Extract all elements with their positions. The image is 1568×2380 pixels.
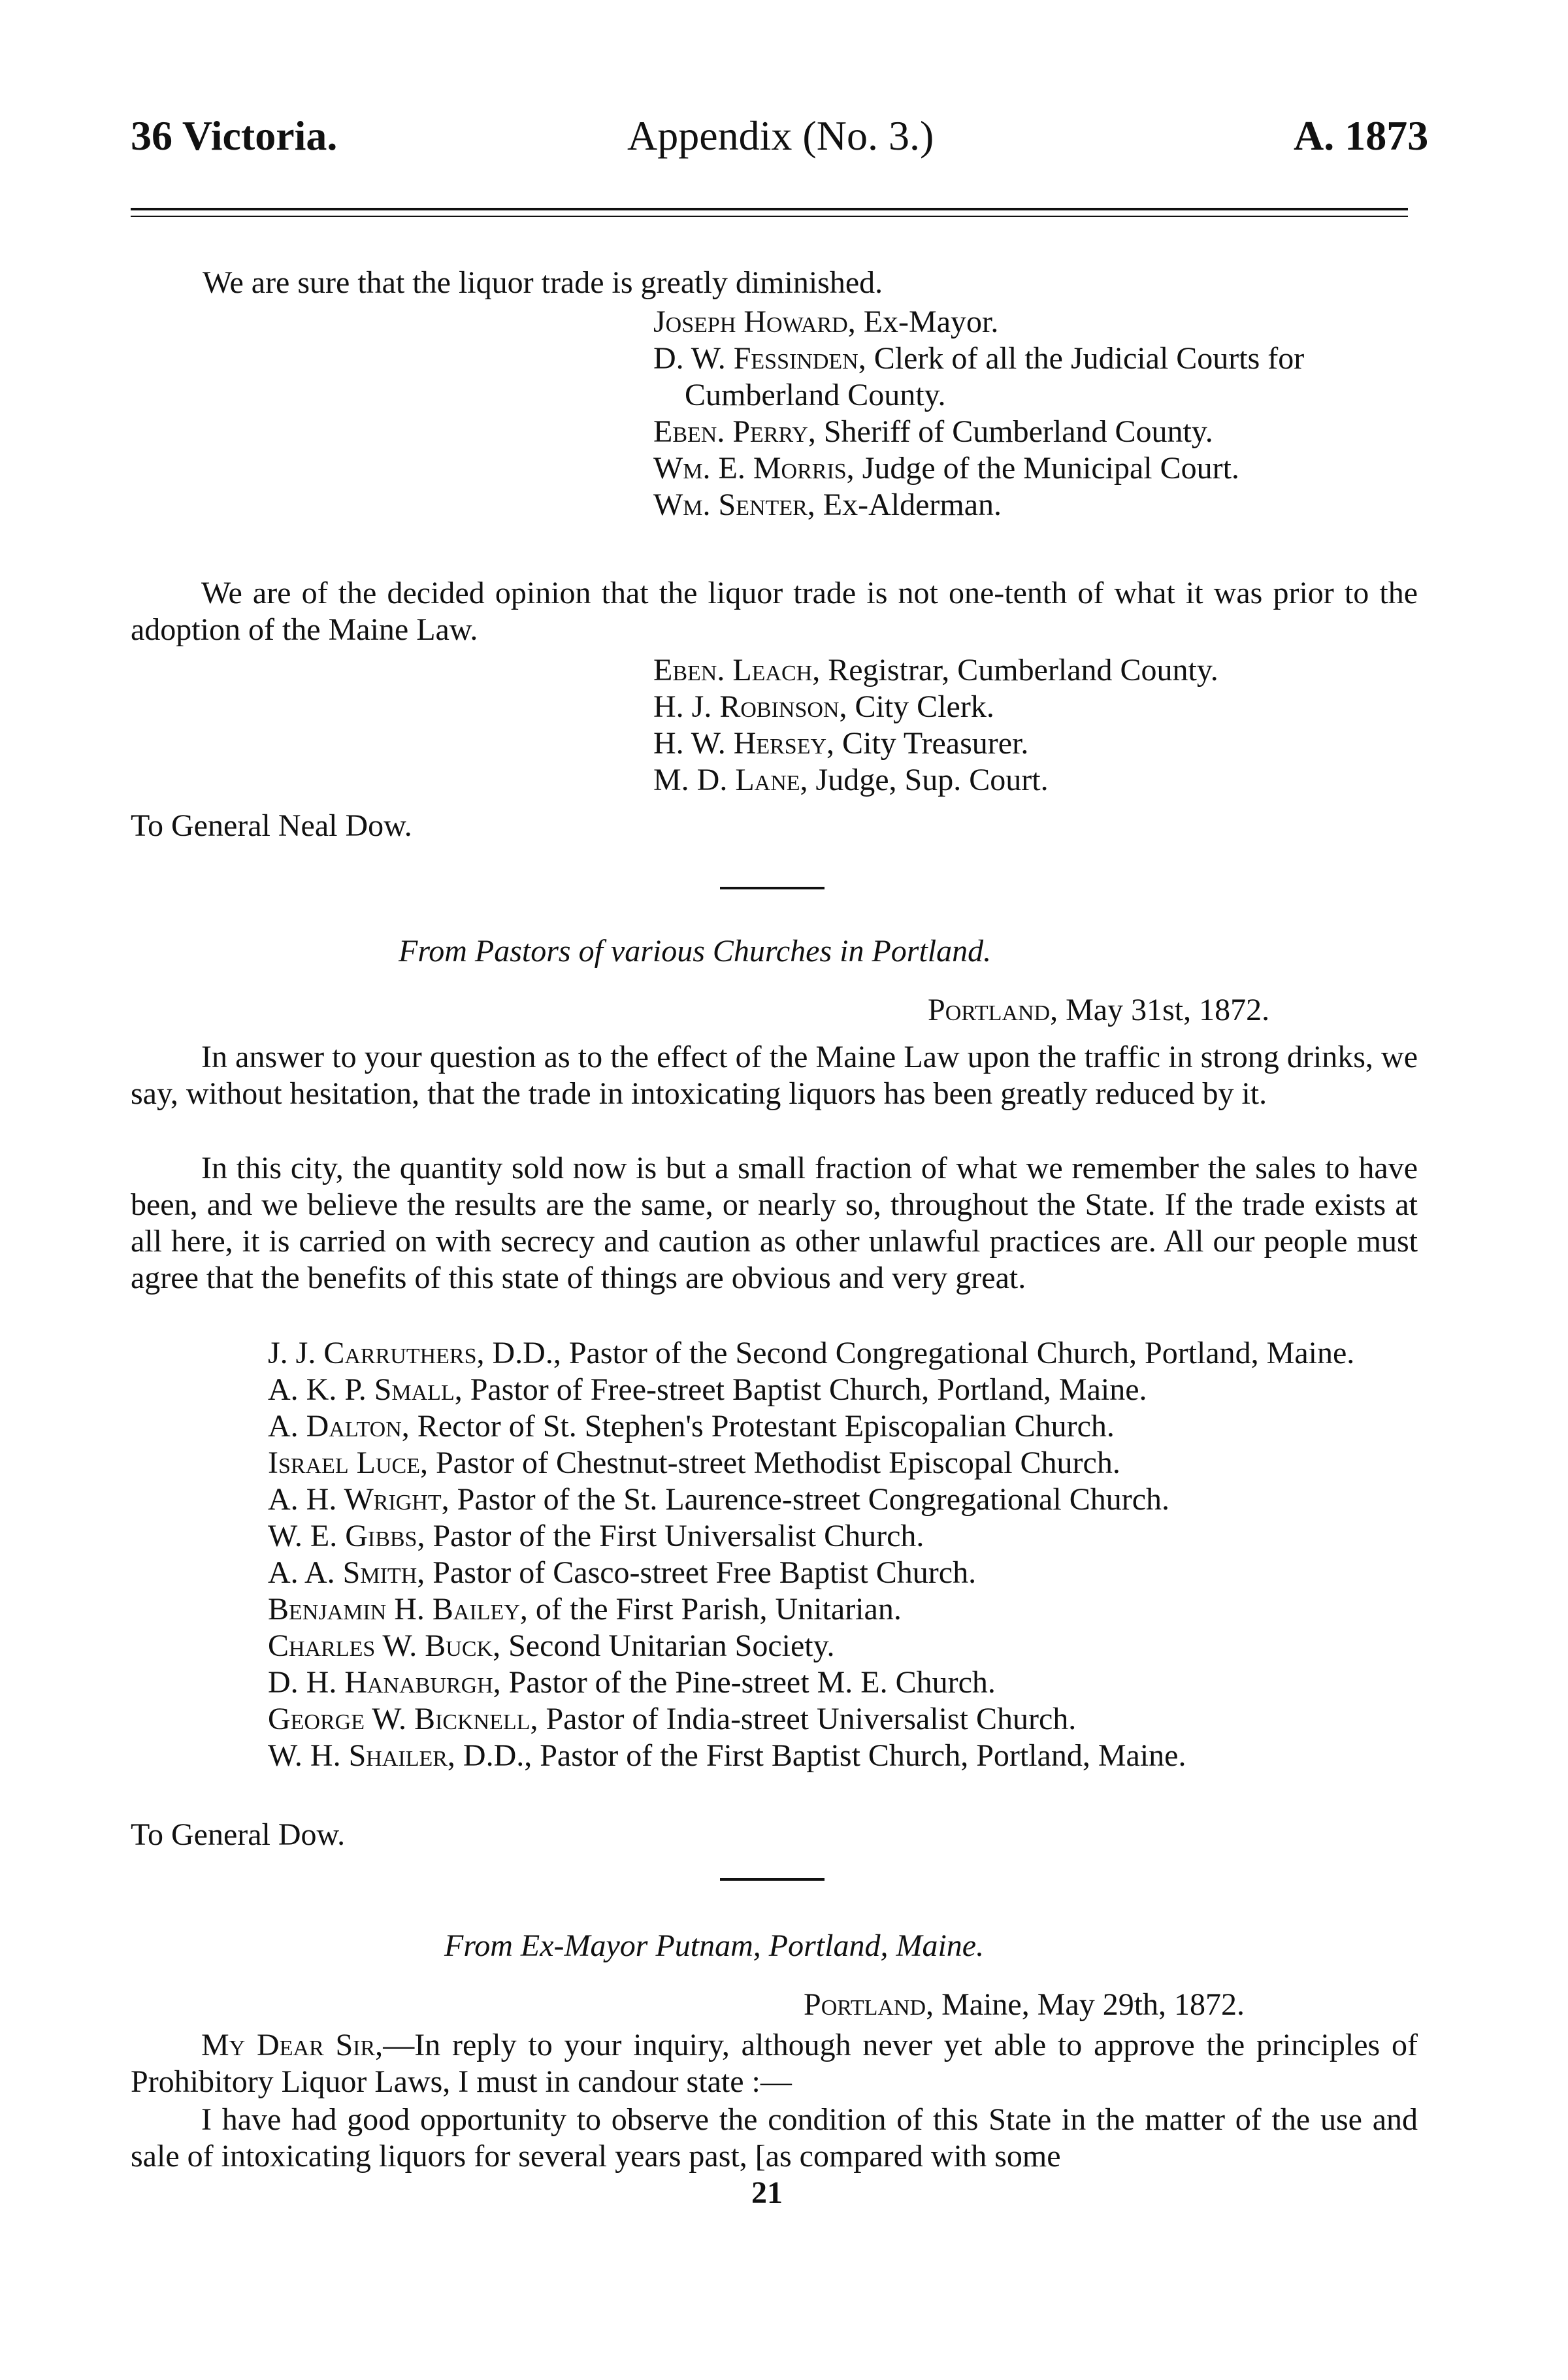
section2-paragraph-1: In answer to your question as to the effect of the Maine Law upon the traffic in strong drinks, we say, without hesitation, that the trade in intoxicating liquors has been greatly reduced by it. [131,1040,1418,1111]
signatory: Wm. Senter, Ex-Alderman. [653,488,1002,522]
signatory: J. J. Carruthers, D.D., Pastor of the Second Congregational Church, Portland, Maine. [268,1336,1355,1370]
signatory: H. J. Robinson, City Clerk. [653,689,994,724]
header-rule [131,208,1408,210]
header-appendix: Appendix (No. 3.) [627,112,934,159]
signatory: M. D. Lane, Judge, Sup. Court. [653,763,1049,797]
signatory: H. W. Hersey, City Treasurer. [653,726,1029,761]
section3-paragraph-2: I have had good opportunity to observe the condition of this State in the matter of the use and sale of intoxicating liquors for several years past, [as compared with some [131,2102,1418,2173]
signatory: Israel Luce, Pastor of Chestnut-street Methodist Episcopal Church. [268,1446,1120,1480]
block1-intro: We are sure that the liquor trade is greatly diminished. [203,265,883,300]
section2-addressee: To General Dow. [131,1817,346,1852]
signatory: Charles W. Buck, Second Unitarian Society. [268,1628,835,1663]
signatory: Benjamin H. Bailey, of the First Parish, Unitarian. [268,1592,902,1627]
section3-heading: From Ex-Mayor Putnam, Portland, Maine. [444,1928,985,1963]
section2-dateline: Portland, May 31st, 1872. [928,993,1270,1027]
section2-paragraph-2: In this city, the quantity sold now is but a small fraction of what we remember the sales to have been, and we believe the results are the same, or nearly so, throughout the State. If the trade exists at all here, it is carried on with secrecy and caution as other unlawful practices are. All our people must agree that the benefits of this state of things are obvious and very great. [131,1151,1418,1295]
signatory: A. A. Smith, Pastor of Casco-street Free Baptist Church. [268,1555,977,1590]
signatory: Eben. Leach, Registrar, Cumberland County. [653,653,1218,687]
block2-signatories [653,652,1218,799]
section-separator [720,887,825,889]
signatory: A. H. Wright, Pastor of the St. Laurence-street Congregational Church. [268,1482,1169,1517]
signatory: D. W. Fessinden, Clerk of all the Judicial Courts for Cumberland County. [653,341,1305,412]
section-separator [720,1878,825,1881]
header-session: 36 Victoria. [131,112,338,159]
section3-paragraph-1: My Dear Sir,—In reply to your inquiry, although never yet able to approve the principles of Prohibitory Liquor Laws, I must in candour state :— [131,2028,1418,2099]
signatory: W. H. Shailer, D.D., Pastor of the First Baptist Church, Portland, Maine. [268,1738,1186,1773]
block2-intro: We are of the decided opinion that the liquor trade is not one-tenth of what it was prior to the adoption of the Maine Law. [131,576,1418,647]
signatory: Eben. Perry, Sheriff of Cumberland County. [653,414,1213,449]
header-year: A. 1873 [1294,112,1429,159]
block2-addressee: To General Neal Dow. [131,808,412,843]
signatory: George W. Bicknell, Pastor of India-street Universalist Church. [268,1702,1077,1736]
section3-dateline: Portland, Maine, May 29th, 1872. [804,1987,1245,2022]
page-number: 21 [751,2175,783,2210]
signatory: A. K. P. Small, Pastor of Free-street Baptist Church, Portland, Maine. [268,1372,1147,1407]
signatory: D. H. Hanaburgh, Pastor of the Pine-street M. E. Church. [268,1665,996,1700]
signatory: W. E. Gibbs, Pastor of the First Universalist Church. [268,1519,924,1553]
header-rule-thin [131,216,1408,217]
signatory: Wm. E. Morris, Judge of the Municipal Court. [653,451,1239,486]
block1-signatories [653,304,1449,523]
section2-heading: From Pastors of various Churches in Portland. [399,934,992,968]
signatory: A. Dalton, Rector of St. Stephen's Protestant Episcopalian Church. [268,1409,1115,1444]
section2-signatories [268,1335,1418,1774]
signatory: Joseph Howard, Ex-Mayor. [653,305,999,339]
